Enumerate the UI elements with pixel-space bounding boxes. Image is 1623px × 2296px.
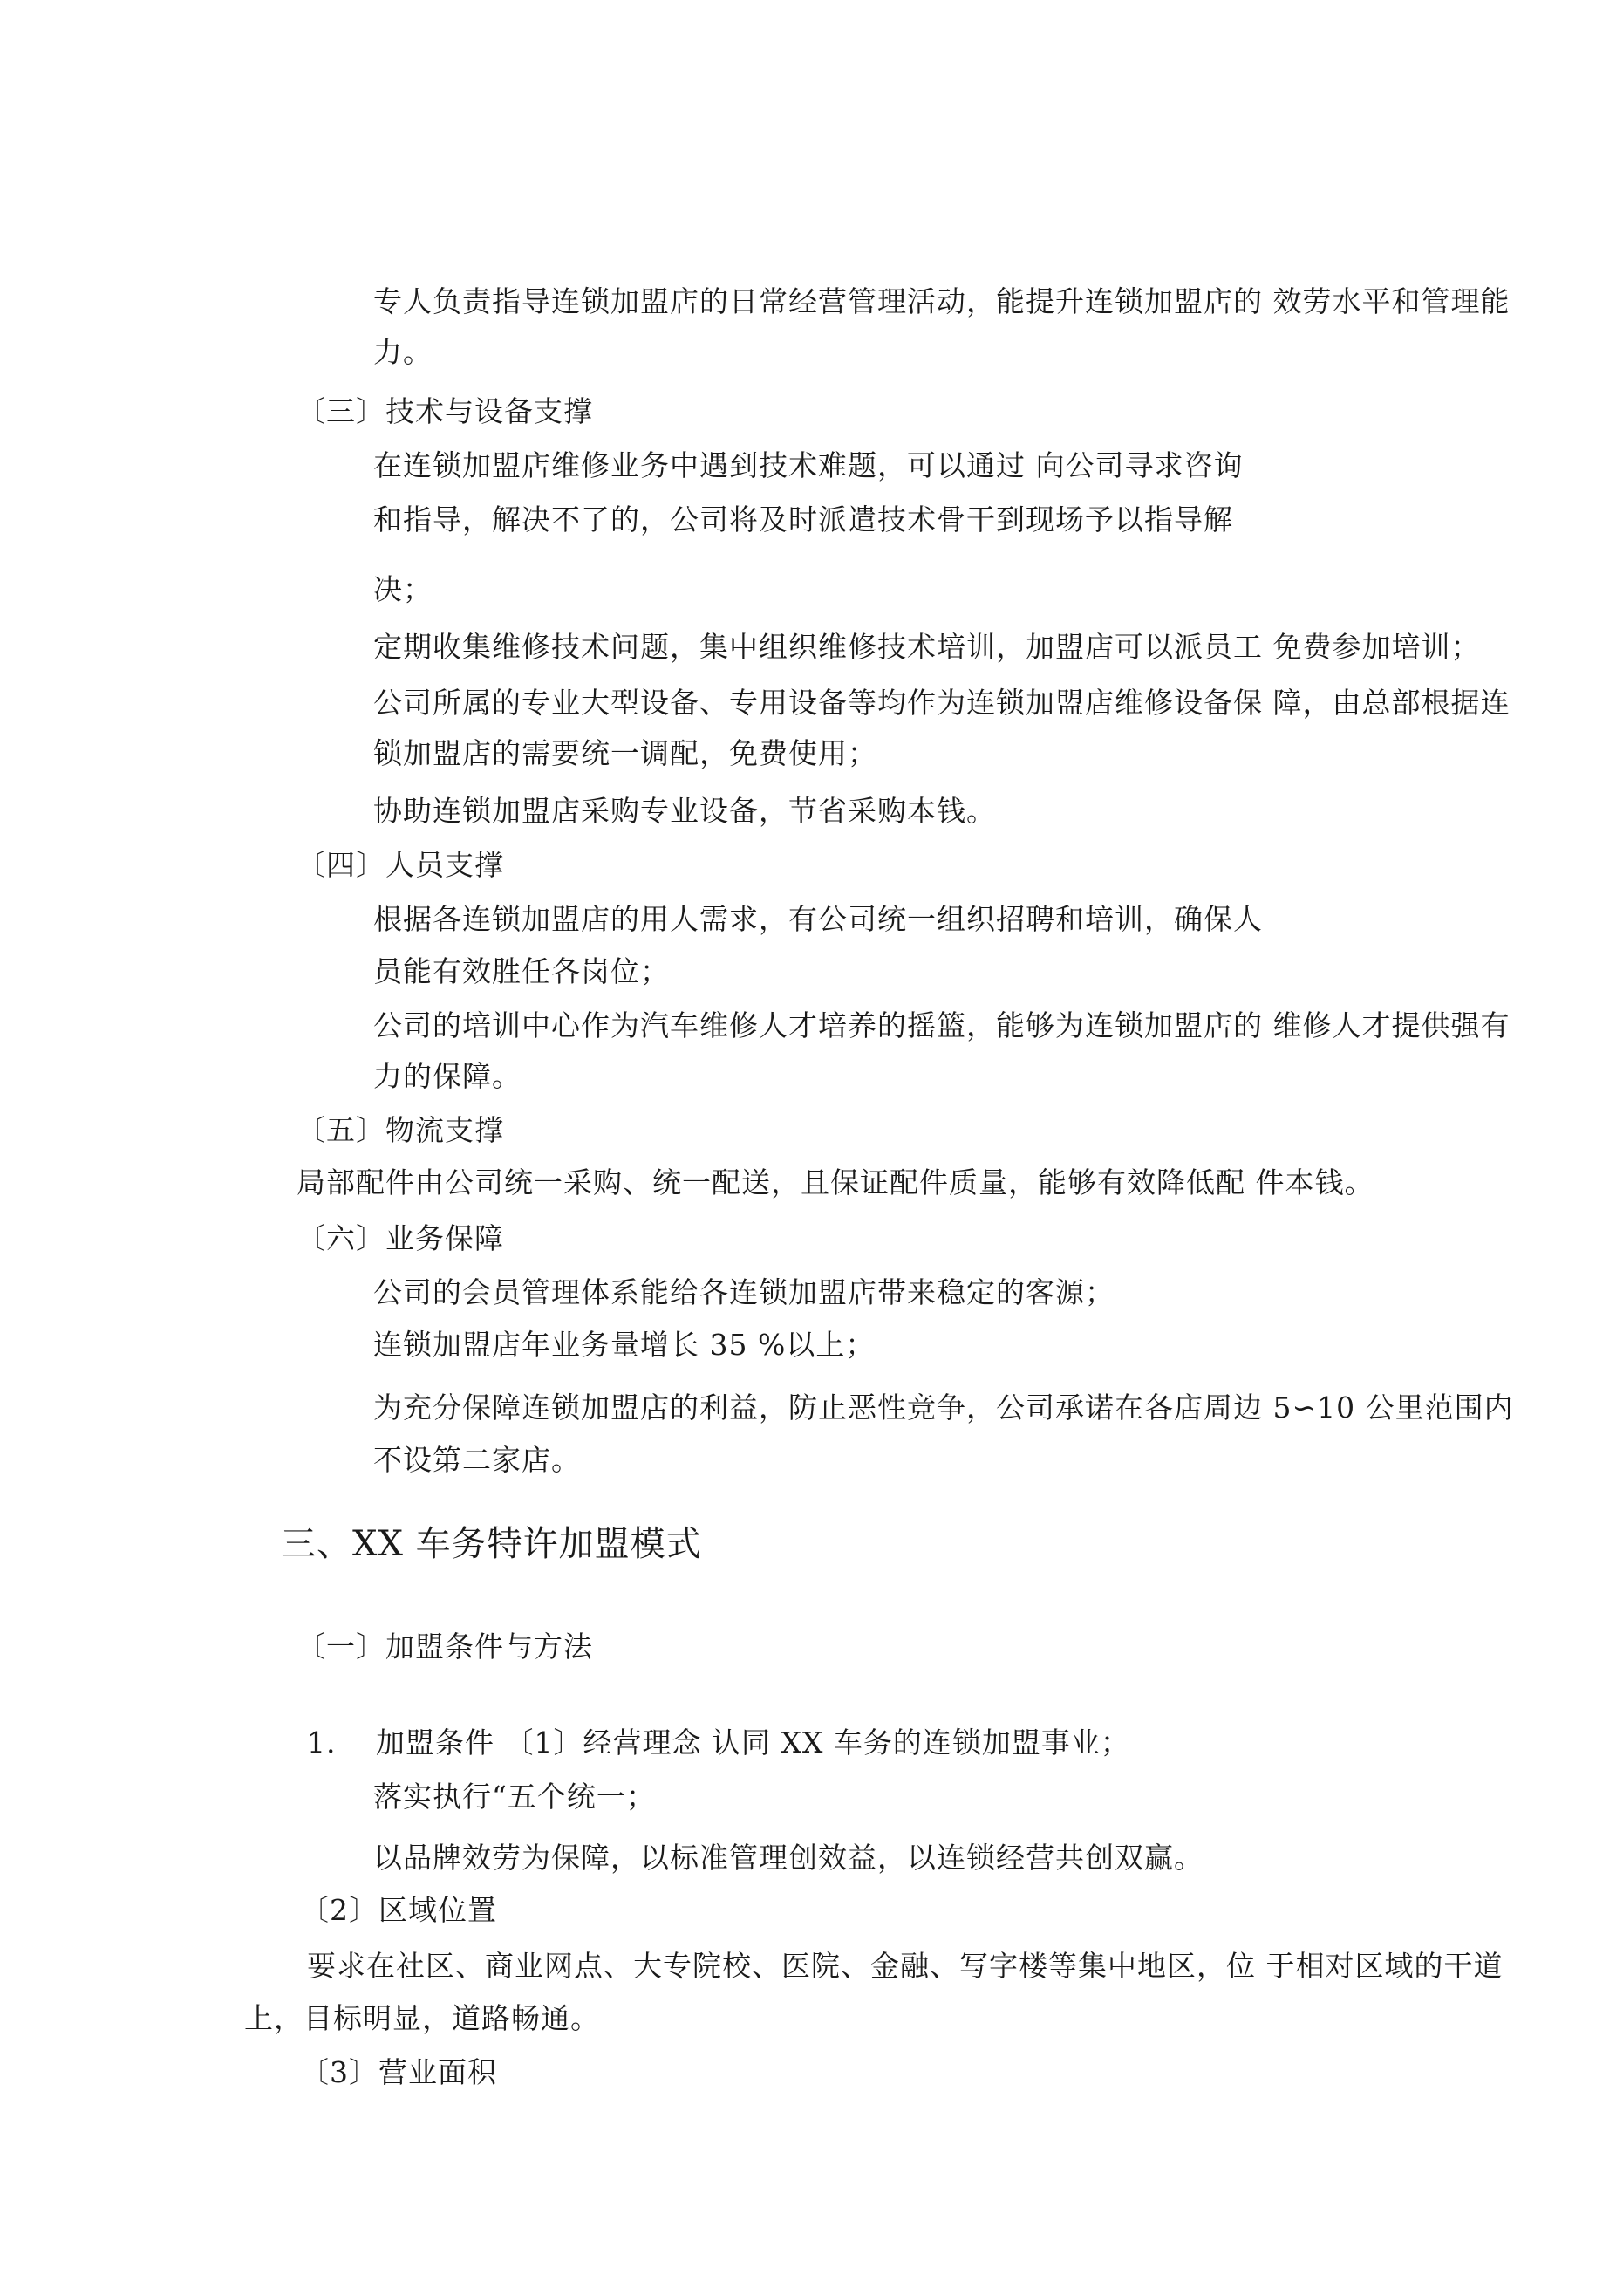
text-line: 和指导，解决不了的，公司将及时派遣技术骨干到现场予以指导解: [373, 502, 1233, 536]
text-line: 公司所属的专业大型设备、专用设备等均作为连锁加盟店维修设备保 障，由总部根据连: [373, 686, 1510, 720]
subheading: 〔四〕人员支撑: [297, 848, 504, 882]
text-line: 力的保障。: [373, 1059, 522, 1093]
text-line: 协助连锁加盟店采购专业设备，节省采购本钱。: [373, 794, 996, 828]
text-line: 落实执行“五个统一；: [373, 1780, 656, 1814]
subheading: 〔一〕加盟条件与方法: [297, 1630, 593, 1664]
subheading: 〔2〕区域位置: [300, 1893, 497, 1927]
text-line: 为充分保障连锁加盟店的利益，防止恶性竞争，公司承诺在各店周边 5∽10 公里范围内: [373, 1391, 1514, 1425]
text-line: 在连锁加盟店维修业务中遇到技术难题，可以通过 向公司寻求咨询: [373, 448, 1244, 482]
subheading: 〔六〕业务保障: [297, 1221, 504, 1255]
text-line: 锁加盟店的需要统一调配，免费使用；: [373, 736, 877, 770]
text-line: 专人负责指导连锁加盟店的日常经营管理活动，能提升连锁加盟店的 效劳水平和管理能: [373, 284, 1510, 318]
text-line: 要求在社区、商业网点、大专院校、医院、金融、写字楼等集中地区，位 于相对区域的干道: [307, 1949, 1504, 1983]
text-line: 根据各连锁加盟店的用人需求，有公司统一组织招聘和培训，确保人: [373, 902, 1263, 936]
text-line: 员能有效胜任各岗位；: [373, 954, 670, 988]
text-line: 以品牌效劳为保障，以标准管理创效益，以连锁经营共创双赢。: [373, 1841, 1204, 1875]
text-line: 上，目标明显，道路畅通。: [244, 2001, 600, 2035]
section-heading: 三、XX 车务特许加盟模式: [281, 1524, 702, 1564]
text-line: 公司的培训中心作为汽车维修人才培养的摇篮，能够为连锁加盟店的 维修人才提供强有: [373, 1008, 1510, 1042]
subheading: 〔三〕技术与设备支撑: [297, 394, 593, 428]
subheading: 〔五〕物流支撑: [297, 1113, 504, 1147]
subheading: 〔3〕营业面积: [300, 2055, 497, 2089]
text-line: 不设第二家店。: [373, 1443, 581, 1477]
text-line: 连锁加盟店年业务量增长 35 %以上；: [373, 1328, 876, 1362]
text-line: 1. 加盟条件 〔1〕经营理念 认同 XX 车务的连锁加盟事业；: [307, 1725, 1130, 1760]
text-line: 决；: [373, 572, 433, 606]
text-line: 公司的会员管理体系能给各连锁加盟店带来稳定的客源；: [373, 1275, 1115, 1309]
text-line: 定期收集维修技术问题，集中组织维修技术培训，加盟店可以派员工 免费参加培训；: [373, 630, 1481, 664]
text-line: 力。: [373, 335, 433, 369]
text-line: 局部配件由公司统一采购、统一配送，且保证配件质量，能够有效降低配 件本钱。: [297, 1165, 1374, 1199]
